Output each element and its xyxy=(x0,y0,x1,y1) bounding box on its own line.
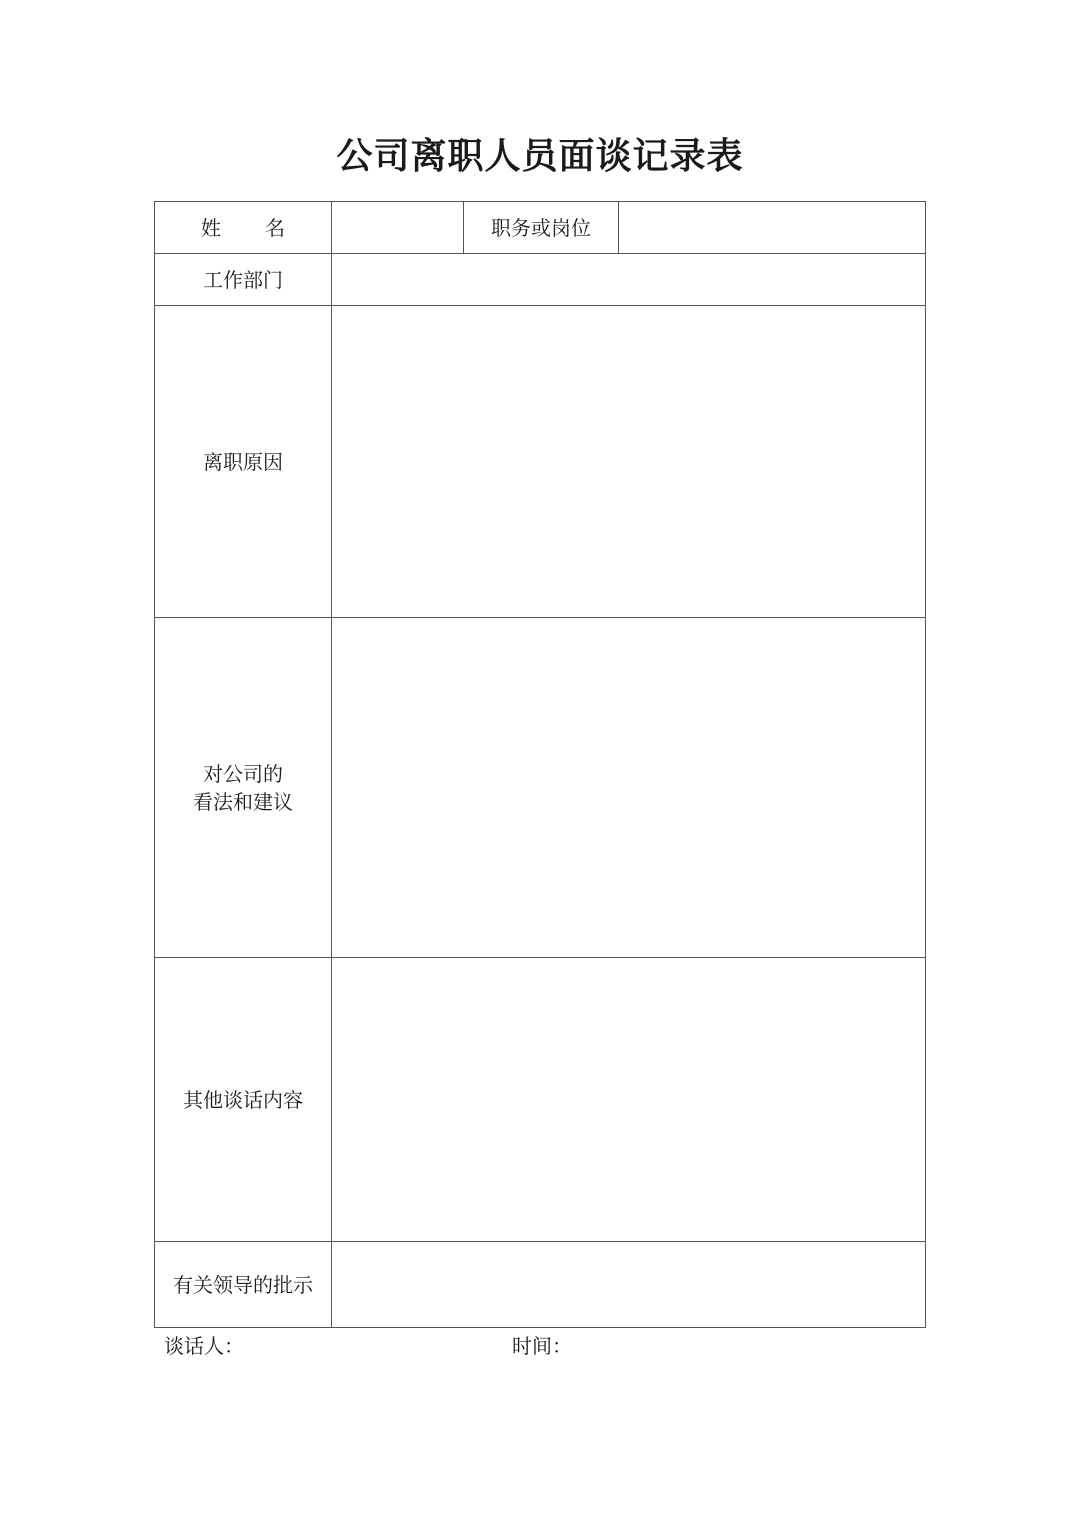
opinion-label-line1: 对公司的 xyxy=(203,761,283,786)
approval-field[interactable] xyxy=(332,1242,926,1328)
department-label: 工作部门 xyxy=(155,254,332,306)
position-field[interactable] xyxy=(619,202,926,254)
department-field[interactable] xyxy=(332,254,926,306)
row-opinion xyxy=(155,618,926,958)
reason-label: 离职原因 xyxy=(155,306,332,618)
row-reason xyxy=(155,306,926,618)
position-label: 职务或岗位 xyxy=(464,202,619,254)
other-field[interactable] xyxy=(332,958,926,1242)
row-name-position xyxy=(155,202,926,254)
interview-form-table xyxy=(154,201,926,1328)
reason-field[interactable] xyxy=(332,306,926,618)
interviewer-label: 谈话人： xyxy=(164,1334,244,1358)
name-label-char1: 姓 xyxy=(201,215,221,240)
opinion-label-cell xyxy=(155,618,332,958)
row-other xyxy=(155,958,926,1242)
other-label: 其他谈话内容 xyxy=(155,958,332,1242)
opinion-field[interactable] xyxy=(332,618,926,958)
document-title: 公司离职人员面谈记录表 xyxy=(336,135,744,177)
name-field[interactable] xyxy=(332,202,464,254)
name-label-char2: 名 xyxy=(265,215,285,240)
opinion-label-line2: 看法和建议 xyxy=(193,789,293,814)
time-label: 时间： xyxy=(512,1334,572,1358)
name-label-cell xyxy=(155,202,332,254)
approval-label: 有关领导的批示 xyxy=(155,1242,332,1328)
row-approval xyxy=(155,1242,926,1328)
row-department xyxy=(155,254,926,306)
